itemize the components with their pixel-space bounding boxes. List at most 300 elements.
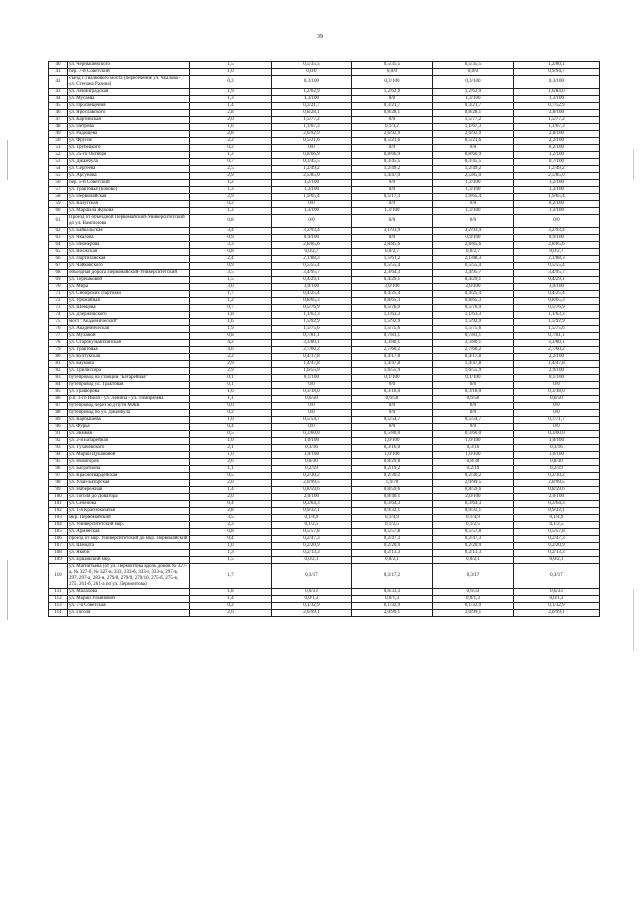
value-2-cell: 1,4/47,0 xyxy=(352,173,433,180)
value-2-cell: 0,6/50 xyxy=(352,396,433,403)
length-cell: 0,1 xyxy=(190,382,272,389)
value-2-cell: 0/0 xyxy=(352,235,433,242)
value-1-cell: 1,9/65,4 xyxy=(272,194,352,201)
table-row xyxy=(49,242,600,249)
value-2-cell: 0,5/55,4 xyxy=(352,263,433,270)
value-3-cell: 0,3/18,0 xyxy=(433,389,514,396)
row-number-cell: 106 xyxy=(49,536,68,543)
row-number-cell: 99 xyxy=(49,487,68,494)
row-number-cell: 74 xyxy=(49,312,68,319)
value-4-cell: 0,1/100 xyxy=(514,375,600,382)
value-3-cell: 0,8/66,9 xyxy=(433,152,514,159)
value-2-cell: 3,0/100 xyxy=(352,284,433,291)
road-name-cell: ул. Магнитьева (от ул. Лермонтова вдоль домов № 327-а, № 327-б, № 327-в, 333, 333-б, 333-г, 333-а, 297-в, 297, 297-а, 283-в, 279/8, 279/9, 279/10, 275-б, 275-в, 275, 261-б, 261-а по ул. Лермонтова) xyxy=(68,564,190,589)
length-cell: 4,6 xyxy=(190,347,272,354)
row-number-cell: 55 xyxy=(49,173,68,180)
road-name-cell: ул. Мусаева xyxy=(68,96,190,103)
road-name-cell: съезд с Гвалкового моста (пересечение ул. Чкалова - ул. Степана Разина) xyxy=(68,76,190,89)
length-cell: 2,2 xyxy=(190,354,272,361)
value-4-cell: 0/0 xyxy=(514,424,600,431)
row-number-cell: 104 xyxy=(49,522,68,529)
value-4-cell: 0,1/4,9 xyxy=(514,515,600,522)
row-number-cell: 103 xyxy=(49,515,68,522)
row-number-cell: 41 xyxy=(49,69,68,76)
row-number-cell: 93 xyxy=(49,445,68,452)
value-3-cell: 0,0/2,1 xyxy=(433,557,514,564)
road-name-cell: мкр. Первомайский xyxy=(68,515,190,522)
value-1-cell: 0,3/16 xyxy=(272,445,352,452)
length-cell: 0,2 xyxy=(190,201,272,208)
value-1-cell: 1,2/49,2 xyxy=(272,166,352,173)
road-name-cell: ул. Чайковского xyxy=(68,263,190,270)
value-2-cell: 0/0 xyxy=(352,96,433,103)
row-number-cell: 110 xyxy=(49,564,68,589)
length-cell: 1,4 xyxy=(190,487,272,494)
road-name-cell: ул. Улан-Баторская xyxy=(68,480,190,487)
length-cell: 0,0 xyxy=(190,403,272,410)
value-4-cell: 0,3/64,3 xyxy=(514,501,600,508)
row-number-cell: 77 xyxy=(49,333,68,340)
table-row xyxy=(49,424,600,431)
value-3-cell: 0,6/50 xyxy=(433,396,514,403)
value-1-cell: 2,0/99,5 xyxy=(272,480,352,487)
length-cell: 1,4 xyxy=(190,103,272,110)
table-row xyxy=(49,326,600,333)
value-3-cell: 2,7/60,2 xyxy=(433,347,514,354)
value-4-cell: 0,1/2,5 xyxy=(514,522,600,529)
scan-margin-line xyxy=(7,140,8,180)
road-name-cell: ул. Гравюрова xyxy=(68,389,190,396)
value-2-cell: 1,2/49,2 xyxy=(352,166,433,173)
value-3-cell: 0,0/2,7 xyxy=(433,249,514,256)
value-1-cell: 1,1/67,3 xyxy=(272,124,352,131)
table-row xyxy=(49,536,600,543)
value-2-cell: 0,8/40,1 xyxy=(352,494,433,501)
length-cell: 1,9 xyxy=(190,326,272,333)
table-row xyxy=(49,389,600,396)
road-name-cell: ул. 1-я Красноказачья xyxy=(68,508,190,515)
road-name-cell: ул. Малахова xyxy=(68,589,190,596)
value-3-cell: 0,1/2,5 xyxy=(433,522,514,529)
row-number-cell: 60 xyxy=(49,208,68,215)
value-3-cell: 0,2/30,2 xyxy=(433,473,514,480)
value-2-cell: 0,8/59,6 xyxy=(352,487,433,494)
value-1-cell: 1,6/55,9 xyxy=(272,368,352,375)
value-4-cell: 1,3/100 xyxy=(514,187,600,194)
value-1-cell: 0,3/60,0 xyxy=(272,431,352,438)
value-3-cell: 0,5/76,9 xyxy=(433,305,514,312)
value-1-cell: 0,1/2,5 xyxy=(272,522,352,529)
value-4-cell: 2,1/88,3 xyxy=(514,256,600,263)
road-name-cell: ул. Радищева xyxy=(68,131,190,138)
value-4-cell: 1,2/49,2 xyxy=(514,166,600,173)
value-1-cell: 2,6/92,9 xyxy=(272,131,352,138)
length-cell: 1,8 xyxy=(190,589,272,596)
value-4-cell: 0,0/2,1 xyxy=(514,557,600,564)
value-2-cell: 0,8/65,3 xyxy=(352,298,433,305)
table-row xyxy=(49,589,600,596)
value-2-cell: 0/0 xyxy=(352,201,433,208)
road-name-cell: путепровод ул. Трактовая xyxy=(68,382,190,389)
road-name-cell: ул. Чкалова xyxy=(68,235,190,242)
value-4-cell: 0,6/33 xyxy=(514,589,600,596)
value-4-cell: 0,2/13,3 xyxy=(514,550,600,557)
road-name-cell: ул. Байкальская xyxy=(68,228,190,235)
value-2-cell: 0,8/29,8 xyxy=(352,459,433,466)
value-2-cell: 0/0 xyxy=(352,410,433,417)
value-3-cell: 3,4/95,7 xyxy=(433,270,514,277)
value-2-cell: 0/0 xyxy=(352,187,433,194)
row-number-cell: 79 xyxy=(49,347,68,354)
value-2-cell: 1,0/100 xyxy=(352,438,433,445)
value-1-cell: 2,1/88,3 xyxy=(272,256,352,263)
road-name-cell: ул. Терешковой xyxy=(68,277,190,284)
value-2-cell: 0,0/0 xyxy=(352,69,433,76)
table-row xyxy=(49,361,600,368)
length-cell: 0,9 xyxy=(190,235,272,242)
table-row xyxy=(49,249,600,256)
value-3-cell: 0,5/57,8 xyxy=(433,529,514,536)
road-name-cell: ул. Маршала Жукова xyxy=(68,208,190,215)
value-1-cell: 1,0/100 xyxy=(272,438,352,445)
row-number-cell: 43 xyxy=(49,89,68,96)
table-row xyxy=(49,96,600,103)
length-cell: 1,0 xyxy=(190,69,272,76)
value-3-cell: 3,2/93,4 xyxy=(433,228,514,235)
value-4-cell: 0,3/17 xyxy=(514,564,600,589)
value-2-cell: 0,2/20,9 xyxy=(352,543,433,550)
row-number-cell: 54 xyxy=(49,166,68,173)
row-number-cell: 107 xyxy=(49,543,68,550)
table-row xyxy=(49,480,600,487)
value-3-cell: 0,2/20,9 xyxy=(433,543,514,550)
row-number-cell: 58 xyxy=(49,194,68,201)
value-4-cell: 0,3/16 xyxy=(514,445,600,452)
row-number-cell: 45 xyxy=(49,103,68,110)
value-4-cell: 3,0/100 xyxy=(514,284,600,291)
value-1-cell: 0/0 xyxy=(272,215,352,228)
road-name-cell: ул. Дзержинского xyxy=(68,312,190,319)
table-row xyxy=(49,466,600,473)
row-number-cell: 96 xyxy=(49,466,68,473)
length-cell: 1,6 xyxy=(190,319,272,326)
row-number-cell: 114 xyxy=(49,610,68,617)
row-number-cell: 82 xyxy=(49,368,68,375)
length-cell: 2,1 xyxy=(190,445,272,452)
value-1-cell: 0,4/17,8 xyxy=(272,354,352,361)
road-name-cell: ул. Шевцова xyxy=(68,305,190,312)
length-cell: 0,7 xyxy=(190,305,272,312)
value-3-cell: 0,2/19 xyxy=(433,466,514,473)
value-4-cell: 1,6/84,0 xyxy=(514,89,600,96)
table-row xyxy=(49,340,600,347)
table-row xyxy=(49,159,600,166)
row-number-cell: 75 xyxy=(49,319,68,326)
length-cell: 2,0 xyxy=(190,610,272,617)
value-4-cell: 0,7/100 xyxy=(514,159,600,166)
table-row xyxy=(49,445,600,452)
row-number-cell: 83 xyxy=(49,375,68,382)
value-1-cell: 0,9/100 xyxy=(272,235,352,242)
value-3-cell: 0,7/81,1 xyxy=(433,333,514,340)
value-2-cell: 1,1/63,3 xyxy=(352,312,433,319)
table-row xyxy=(49,180,600,187)
road-name-cell: ул. 7-я Советская xyxy=(68,603,190,610)
row-number-cell: 66 xyxy=(49,256,68,263)
value-4-cell: 2,5/85,0 xyxy=(514,173,600,180)
value-2-cell: 0,3/16,0 xyxy=(352,445,433,452)
value-3-cell: 2,0/100 xyxy=(433,494,514,501)
value-2-cell: 0,5/80,0 xyxy=(352,431,433,438)
length-cell: 0,2 xyxy=(190,603,272,610)
table-row xyxy=(49,208,600,215)
value-1-cell: 2,5/85,0 xyxy=(272,173,352,180)
value-3-cell: 0,8/28,1 xyxy=(433,110,514,117)
value-1-cell: 3,2/93,4 xyxy=(272,228,352,235)
value-3-cell: 1,3/100 xyxy=(433,208,514,215)
value-3-cell: 2,1/88,3 xyxy=(433,256,514,263)
road-name-cell: ул. Марии Цукановой xyxy=(68,452,190,459)
table-row xyxy=(49,431,600,438)
length-cell: 0,2 xyxy=(190,145,272,152)
value-3-cell: 0,8/30 xyxy=(433,459,514,466)
row-number-cell: 111 xyxy=(49,589,68,596)
value-3-cell: 0,5/21,6 xyxy=(433,138,514,145)
row-number-cell: 48 xyxy=(49,124,68,131)
table-row xyxy=(49,131,600,138)
value-4-cell: 0/0 xyxy=(514,382,600,389)
length-cell: 2,0 xyxy=(190,480,272,487)
row-number-cell: 53 xyxy=(49,159,68,166)
value-1-cell: 0/0 xyxy=(272,201,352,208)
length-cell: 3,3 xyxy=(190,242,272,249)
table-row xyxy=(49,543,600,550)
value-4-cell: 1,5/77,2 xyxy=(514,117,600,124)
row-number-cell: 50 xyxy=(49,138,68,145)
row-number-cell: 61 xyxy=(49,215,68,228)
value-2-cell: 0,8/66,9 xyxy=(352,152,433,159)
value-3-cell: 1,6/55,9 xyxy=(433,368,514,375)
value-2-cell: 0/0 xyxy=(352,180,433,187)
value-4-cell: 1,5/92,9 xyxy=(514,319,600,326)
value-2-cell: 1,0/100 xyxy=(352,452,433,459)
road-name-cell: Проезд от объездной Первомайский-Университетский до ул. Вампилова xyxy=(68,215,190,228)
value-1-cell: 0,0/0 xyxy=(272,69,352,76)
table-row xyxy=(49,187,600,194)
table-row xyxy=(49,284,600,291)
length-cell: 2,8 xyxy=(190,110,272,117)
table-row xyxy=(49,145,600,152)
row-number-cell: 73 xyxy=(49,305,68,312)
value-3-cell: 1,9/65,4 xyxy=(433,194,514,201)
value-1-cell: 0,1/32,9 xyxy=(272,603,352,610)
road-name-cell: ул. Сергеева xyxy=(68,166,190,173)
value-3-cell: 0/0 xyxy=(433,403,514,410)
value-2-cell: 1,5/61,2 xyxy=(352,256,433,263)
road-name-cell: ул. Гоголя до Доватора xyxy=(68,494,190,501)
length-cell: 1,0 xyxy=(190,438,272,445)
row-number-cell: 70 xyxy=(49,284,68,291)
value-4-cell: 2,2/100 xyxy=(514,138,600,145)
value-1-cell: 0,2/47,3 xyxy=(272,536,352,543)
value-3-cell: 0/0 xyxy=(433,145,514,152)
road-name-cell: ул. Карбышева xyxy=(68,417,190,424)
row-number-cell: 46 xyxy=(49,110,68,117)
table-row xyxy=(49,138,600,145)
value-2-cell: 0,3/17,2 xyxy=(352,564,433,589)
value-3-cell: 0,3/45,5 xyxy=(433,159,514,166)
value-3-cell: 0,4/25,4 xyxy=(433,291,514,298)
scan-margin-line xyxy=(633,150,634,180)
value-2-cell: 2,7/60,2 xyxy=(352,347,433,354)
table-row xyxy=(49,508,600,515)
row-number-cell: 64 xyxy=(49,242,68,249)
value-3-cell: 1,2/100 xyxy=(433,180,514,187)
value-1-cell: 1,4/47,8 xyxy=(272,361,352,368)
length-cell: 1,4 xyxy=(190,596,272,603)
length-cell: 2,4 xyxy=(190,256,272,263)
row-number-cell: 98 xyxy=(49,480,68,487)
length-cell: 1,0 xyxy=(190,417,272,424)
row-number-cell: 65 xyxy=(49,249,68,256)
value-3-cell: 0,3/60,0 xyxy=(433,431,514,438)
value-4-cell: 0,0/2,7 xyxy=(514,249,600,256)
value-4-cell: 0,8/30 xyxy=(514,459,600,466)
length-cell: 2,9 xyxy=(190,368,272,375)
table-row xyxy=(49,410,600,417)
value-4-cell: 2,0/99,1 xyxy=(514,610,600,617)
value-1-cell: 0/0 xyxy=(272,145,352,152)
row-number-cell: 56 xyxy=(49,180,68,187)
table-row xyxy=(49,452,600,459)
length-cell: 0,8 xyxy=(190,333,272,340)
value-4-cell: 2,8/85,6 xyxy=(514,242,600,249)
table-row xyxy=(49,69,600,76)
row-number-cell: 109 xyxy=(49,557,68,564)
value-3-cell: 0,0/1,3 xyxy=(433,596,514,603)
road-name-cell: ул. Партизанская xyxy=(68,256,190,263)
value-3-cell: 1,0/100 xyxy=(433,438,514,445)
value-2-cell: 0/0 xyxy=(352,145,433,152)
row-number-cell: 62 xyxy=(49,228,68,235)
table-row xyxy=(49,62,600,69)
value-4-cell: 1,2/100 xyxy=(514,180,600,187)
length-cell: 1,0 xyxy=(190,452,272,459)
road-name-cell: ул. Академическая xyxy=(68,326,190,333)
value-2-cell: 0,6/33,3 xyxy=(352,589,433,596)
value-1-cell: 0,4/29,1 xyxy=(272,277,352,284)
length-cell: 0,5 xyxy=(190,473,272,480)
road-name-cell: ул. Тухачевского xyxy=(68,445,190,452)
value-3-cell: 1,3/100 xyxy=(433,187,514,194)
value-2-cell: 0,2/19,2 xyxy=(352,466,433,473)
value-4-cell: 0/0 xyxy=(514,403,600,410)
value-3-cell: 1,4/47,8 xyxy=(433,361,514,368)
value-4-cell: 2,8/100 xyxy=(514,131,600,138)
value-3-cell: 0/0 xyxy=(433,215,514,228)
value-1-cell: 0,5/21,6 xyxy=(272,138,352,145)
road-name-cell: ул. Просвещения xyxy=(68,103,190,110)
road-name-cell: ул. Баумана xyxy=(68,361,190,368)
value-4-cell: 2,8/100 xyxy=(514,110,600,117)
row-number-cell: 100 xyxy=(49,494,68,501)
value-2-cell: 0,2/47,3 xyxy=(352,536,433,543)
value-2-cell: 0,7/81,1 xyxy=(352,333,433,340)
road-name-cell: ул. Красногвардейская xyxy=(68,473,190,480)
value-4-cell: 1,5/75,6 xyxy=(514,326,600,333)
value-1-cell: 1,5/75,6 xyxy=(272,326,352,333)
value-4-cell: 1,9/65,4 xyxy=(514,194,600,201)
value-2-cell: 0,5/17,3 xyxy=(352,194,433,201)
value-2-cell: 2,8/85,6 xyxy=(352,242,433,249)
table-row xyxy=(49,438,600,445)
table-row xyxy=(49,333,600,340)
row-number-cell: 80 xyxy=(49,354,68,361)
value-4-cell: 0,3/18,0 xyxy=(514,389,600,396)
road-name-cell: путепровод через ж/д пути МЖК xyxy=(68,403,190,410)
value-3-cell: 0,1/100 xyxy=(433,375,514,382)
value-3-cell: 0,3/100 xyxy=(433,76,514,89)
table-row xyxy=(49,117,600,124)
value-1-cell: 0,0/1,3 xyxy=(272,596,352,603)
value-4-cell: 0,1/32,9 xyxy=(514,603,600,610)
table-row xyxy=(49,610,600,617)
value-1-cell: 1,3/100 xyxy=(272,208,352,215)
road-name-cell: ул. Шмидта xyxy=(68,543,190,550)
scan-margin-line xyxy=(633,590,634,650)
row-number-cell: 92 xyxy=(49,438,68,445)
row-number-cell: 90 xyxy=(49,424,68,431)
value-3-cell: 0,8/59,6 xyxy=(433,487,514,494)
value-1-cell: 0,6/33 xyxy=(272,589,352,596)
value-3-cell: 2,0/99,1 xyxy=(433,610,514,617)
row-number-cell: 57 xyxy=(49,187,68,194)
value-2-cell: 0/0 xyxy=(352,424,433,431)
table-row xyxy=(49,319,600,326)
value-1-cell: 0,2/20,9 xyxy=(272,543,352,550)
road-name-cell: ул. Ленинградская xyxy=(68,89,190,96)
value-2-cell: 1,3/100 xyxy=(352,208,433,215)
value-2-cell: 0,3/21,7 xyxy=(352,103,433,110)
value-1-cell: 0,1/4,9 xyxy=(272,515,352,522)
row-number-cell: 52 xyxy=(49,152,68,159)
road-name-cell: ул. Трубецкого xyxy=(68,145,190,152)
value-1-cell: 0,8/66,9 xyxy=(272,152,352,159)
road-name-cell: ул. Трилиссера xyxy=(68,368,190,375)
value-1-cell: 1,5/92,9 xyxy=(272,319,352,326)
road-name-cell: проезд от мкр. Университетский до мкр. Первомайский xyxy=(68,536,190,543)
length-cell: 2,9 xyxy=(190,173,272,180)
road-name-cell: ул. Первомайская xyxy=(68,194,190,201)
length-cell: 3,5 xyxy=(190,270,272,277)
value-1-cell: 0,2/13,3 xyxy=(272,550,352,557)
value-2-cell: 0,3/18,0 xyxy=(352,389,433,396)
value-4-cell: 0,9/94,7 xyxy=(514,69,600,76)
row-number-cell: 87 xyxy=(49,403,68,410)
value-1-cell: 0,5/57,8 xyxy=(272,529,352,536)
value-4-cell: 1,0/100 xyxy=(514,452,600,459)
table-row xyxy=(49,263,600,270)
value-1-cell: 0,2/30,2 xyxy=(272,473,352,480)
table-row xyxy=(49,403,600,410)
table-row xyxy=(49,459,600,466)
length-cell: 1,9 xyxy=(190,89,272,96)
road-name-cell: ул. Багратиона xyxy=(68,466,190,473)
value-3-cell: 0/0 xyxy=(433,424,514,431)
table-row xyxy=(49,194,600,201)
length-cell: 1,5 xyxy=(190,62,272,69)
road-name-cell: ул. Чернышевского xyxy=(68,62,190,69)
